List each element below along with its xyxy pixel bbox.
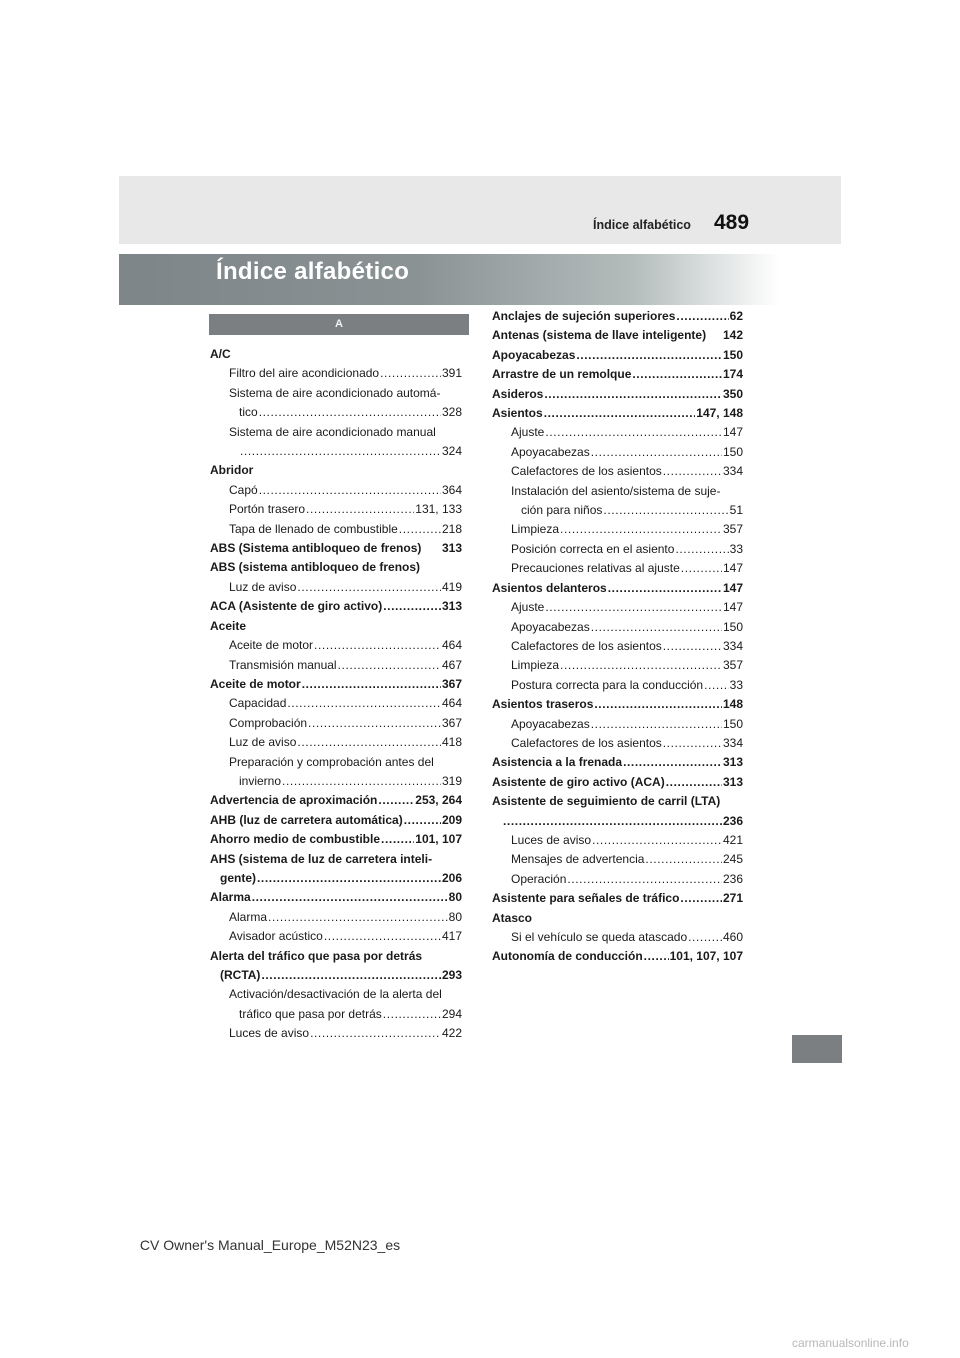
index-entry-label: Apoyacabezas — [492, 347, 576, 362]
index-entry — [210, 345, 462, 364]
index-entry-page: 147 — [722, 600, 743, 615]
index-entry-label: Asistencia a la frenada — [492, 755, 623, 770]
index-entry — [210, 1024, 462, 1043]
index-entry — [492, 598, 743, 617]
index-entry — [210, 714, 462, 733]
index-entry-label: Tapa de llenado de combustible — [229, 521, 398, 536]
dot-leader — [306, 500, 414, 519]
index-entry-page: 209 — [441, 812, 462, 827]
index-entry-label: Transmisión manual — [229, 657, 337, 672]
index-entry — [492, 870, 743, 889]
index-entry-page: 62 — [729, 309, 743, 323]
index-entry-page: 147, 148 — [696, 406, 743, 421]
index-entry-label: Anclajes de sujeción superiores — [492, 309, 676, 323]
dot-leader — [632, 365, 722, 384]
index-entry-page: 80 — [448, 890, 462, 905]
index-entry-label: Filtro del aire acondicionado — [229, 366, 380, 381]
index-entry-page: 245 — [722, 852, 743, 867]
index-entry — [492, 637, 743, 656]
index-entry — [210, 500, 462, 519]
index-entry — [210, 791, 462, 810]
index-entry-page: 150 — [722, 619, 743, 634]
index-entry — [210, 539, 462, 558]
index-entry-label: Antenas (sistema de llave inteligente) — [492, 328, 707, 343]
index-entry — [492, 947, 743, 966]
dot-leader — [681, 559, 722, 578]
dot-leader — [302, 675, 441, 694]
dot-leader — [663, 734, 722, 753]
index-entry — [492, 734, 743, 753]
index-entry-label: Limpieza — [511, 658, 560, 673]
index-entry-page: 294 — [441, 1006, 462, 1021]
index-entry — [492, 812, 743, 831]
index-entry — [492, 909, 743, 928]
index-entry-label: ACA (Asistente de giro activo) — [210, 599, 383, 614]
dot-leader — [259, 481, 441, 500]
index-entry-label: ción para niños — [521, 503, 603, 518]
index-entry-label: Portón trasero — [229, 502, 306, 517]
index-entry-label: A/C — [210, 347, 231, 361]
index-entry-page: 150 — [722, 347, 743, 362]
index-entry-page: 357 — [722, 522, 743, 537]
index-entry-label: Capacidad — [229, 696, 287, 711]
index-entry-label: AHB (luz de carretera automática) — [210, 812, 403, 827]
index-entry-page: 421 — [722, 832, 743, 847]
index-entry — [492, 579, 743, 598]
index-column-left — [210, 345, 462, 1044]
index-entry-page: 460 — [722, 930, 743, 944]
index-entry — [210, 850, 462, 869]
index-entry — [492, 385, 743, 404]
index-entry-label: tico — [239, 405, 258, 420]
index-entry — [210, 520, 462, 539]
index-entry-label: Atasco — [492, 910, 533, 925]
index-entry — [210, 947, 462, 966]
index-entry-page: 350 — [722, 386, 743, 401]
index-entry-page: 334 — [722, 638, 743, 653]
dot-leader — [676, 307, 728, 326]
dot-leader — [380, 364, 441, 383]
index-entry-page: 33 — [729, 677, 743, 692]
dot-leader — [324, 927, 441, 946]
dot-leader — [704, 676, 729, 695]
index-entry-label: Autonomía de conducción — [492, 949, 643, 964]
index-entry — [492, 326, 743, 345]
index-entry-label: Ahorro medio de combustible — [210, 832, 381, 847]
index-entry — [492, 656, 743, 675]
index-entry — [210, 869, 462, 888]
dot-leader — [378, 791, 414, 810]
dot-leader — [252, 888, 448, 907]
index-entry — [492, 889, 743, 908]
index-entry-page: 147 — [722, 580, 743, 595]
dot-leader — [545, 598, 722, 617]
dot-leader — [663, 637, 722, 656]
dot-leader — [338, 656, 441, 675]
dot-leader — [592, 831, 722, 850]
index-entry-label: Postura correcta para la conducción — [511, 677, 704, 692]
index-entry-page: 418 — [441, 735, 462, 750]
index-entry-label: Asientos — [492, 406, 543, 421]
index-entry — [210, 733, 462, 752]
index-entry-label: Asistente de seguimiento de carril (LTA) — [492, 794, 721, 809]
index-entry — [492, 695, 743, 714]
index-entry-page: 150 — [722, 444, 743, 459]
index-entry — [210, 636, 462, 655]
index-entry-label: ABS (sistema antibloqueo de frenos) — [210, 560, 421, 575]
dot-leader — [680, 889, 722, 908]
index-entry — [492, 792, 743, 811]
index-entry-label: Alarma — [229, 909, 268, 924]
index-entry — [492, 520, 743, 539]
dot-leader — [594, 695, 722, 714]
index-entry — [492, 462, 743, 481]
index-entry — [210, 1005, 462, 1024]
index-entry-page: 150 — [722, 716, 743, 731]
dot-leader — [576, 346, 722, 365]
dot-leader — [608, 579, 722, 598]
index-entry-label: Sistema de aire acondicionado manual — [229, 424, 436, 439]
dot-leader — [560, 656, 722, 675]
chapter-thumb-tab — [792, 1035, 842, 1063]
index-entry-label: Precauciones relativas al ajuste — [511, 561, 680, 576]
index-entry-label: Abridor — [210, 463, 254, 478]
index-entry-page: 367 — [441, 676, 462, 691]
dot-leader — [675, 540, 728, 559]
index-entry — [210, 461, 462, 480]
index-entry — [492, 831, 743, 850]
index-entry-label: Apoyacabezas — [511, 444, 590, 459]
footer — [0, 1237, 960, 1253]
index-entry-label: Apoyacabezas — [511, 619, 590, 634]
dot-leader — [383, 597, 441, 616]
index-entry-label: (RCTA) — [220, 968, 261, 982]
dot-leader — [404, 811, 441, 830]
index-entry — [210, 442, 462, 461]
index-entry-label: Luces de aviso — [229, 1026, 310, 1041]
index-entry-label: Comprobación — [229, 715, 308, 730]
index-entry-label: Avisador acústico — [229, 929, 323, 944]
dot-leader — [381, 830, 414, 849]
index-entry-page: 417 — [441, 929, 462, 944]
dot-leader — [544, 404, 696, 423]
index-entry — [492, 482, 743, 501]
index-entry-label: Ajuste — [511, 425, 545, 440]
dot-leader — [544, 385, 722, 404]
index-entry — [492, 307, 743, 326]
dot-leader — [268, 908, 448, 927]
dot-leader — [560, 520, 722, 539]
index-entry-page: 218 — [441, 521, 462, 536]
index-entry-label: Mensajes de advertencia — [511, 852, 645, 867]
index-entry-label: Advertencia de aproximación — [210, 793, 378, 808]
dot-leader — [666, 773, 722, 792]
index-entry — [492, 540, 743, 559]
index-entry-page: 334 — [722, 464, 743, 479]
index-entry-page: 142 — [722, 328, 743, 343]
dot-leader — [644, 947, 669, 966]
index-entry — [492, 423, 743, 442]
index-entry-label: Calefactores de los asientos — [511, 735, 662, 750]
dot-leader — [623, 753, 722, 772]
index-entry-label: Asistente de giro activo (ACA) — [492, 774, 665, 789]
index-entry — [210, 364, 462, 383]
index-entry-page: 464 — [441, 696, 462, 711]
index-entry-page: 367 — [441, 715, 462, 730]
dot-leader — [287, 694, 441, 713]
index-entry-label: Limpieza — [511, 522, 560, 537]
index-entry-page: 174 — [722, 367, 743, 382]
index-entry-page: 467 — [441, 657, 462, 672]
index-entry-page: 236 — [722, 871, 743, 886]
dot-leader — [663, 462, 722, 481]
index-entry — [210, 888, 462, 907]
index-entry-page: 51 — [729, 503, 743, 518]
dot-leader — [383, 1005, 441, 1024]
dot-leader — [503, 812, 722, 831]
index-entry — [210, 966, 462, 985]
index-entry-label: Luces de aviso — [511, 832, 592, 847]
index-entry-label: Posición correcta en el asiento — [511, 541, 675, 556]
dot-leader — [308, 714, 441, 733]
index-entry-label: Calefactores de los asientos — [511, 638, 662, 653]
dot-leader — [297, 578, 441, 597]
index-entry — [492, 618, 743, 637]
index-entry — [210, 656, 462, 675]
index-entry-page: 101, 107, 107 — [669, 949, 743, 964]
index-entry-page: 313 — [722, 774, 743, 789]
index-entry-label: Alerta del tráfico que pasa por detrás — [210, 948, 423, 963]
index-entry-page: 101, 107 — [415, 832, 462, 847]
index-entry-label: Aceite de motor — [229, 638, 314, 653]
index-entry-label: Activación/desactivación de la alerta del — [229, 987, 442, 1002]
index-entry-label: ABS (Sistema antibloqueo de frenos) — [210, 541, 422, 556]
dot-leader — [645, 850, 722, 869]
index-entry-page: 422 — [441, 1026, 462, 1041]
index-entry — [210, 830, 462, 849]
index-entry — [492, 715, 743, 734]
index-entry-label: Si el vehículo se queda atascado — [511, 930, 688, 944]
index-entry — [210, 753, 462, 772]
index-entry-label: Luz de aviso — [229, 735, 297, 750]
index-entry — [210, 423, 462, 442]
index-entry-page: 313 — [722, 755, 743, 770]
index-entry-page: 324 — [441, 444, 462, 459]
dot-leader — [257, 869, 441, 888]
index-entry-label: invierno — [239, 773, 282, 788]
index-entry-page: 313 — [441, 599, 462, 614]
index-entry-page: 131, 133 — [415, 502, 462, 517]
index-entry — [492, 773, 743, 792]
dot-leader — [310, 1024, 441, 1043]
index-entry-page: 319 — [441, 773, 462, 788]
index-entry — [492, 346, 743, 365]
index-entry-label: Asideros — [492, 386, 544, 401]
dot-leader — [603, 501, 728, 520]
index-entry-label: Alarma — [210, 890, 251, 905]
index-entry-page: 357 — [722, 658, 743, 673]
index-entry — [210, 578, 462, 597]
page-number: 489 — [714, 211, 750, 234]
index-entry — [210, 403, 462, 422]
index-entry-page: 364 — [441, 482, 462, 497]
index-entry-label: Operación — [511, 871, 567, 886]
index-entry-page: 206 — [441, 870, 462, 885]
index-entry-page: 147 — [722, 561, 743, 576]
index-entry — [492, 676, 743, 695]
index-entry — [210, 927, 462, 946]
index-entry-page: 80 — [448, 909, 462, 924]
index-entry — [210, 597, 462, 616]
index-entry-page: 236 — [722, 813, 743, 828]
dot-leader — [545, 423, 722, 442]
index-entry-label: Ajuste — [511, 600, 545, 615]
index-entry-page: 148 — [722, 697, 743, 712]
index-entry — [492, 928, 743, 947]
index-entry — [492, 850, 743, 869]
index-entry-page: 334 — [722, 735, 743, 750]
letter-heading: A — [209, 314, 469, 335]
index-entry-label: AHS (sistema de luz de carretera inteli- — [210, 851, 433, 866]
index-entry-page: 328 — [441, 405, 462, 420]
index-entry — [210, 675, 462, 694]
watermark: carmanualsonline.info — [792, 1336, 909, 1350]
index-entry — [210, 481, 462, 500]
dot-leader — [240, 442, 441, 461]
index-entry-label: Sistema de aire acondicionado automá- — [229, 385, 441, 400]
index-entry — [210, 811, 462, 830]
index-entry — [210, 694, 462, 713]
index-entry — [492, 753, 743, 772]
dot-leader — [567, 870, 722, 889]
dot-leader — [688, 928, 722, 947]
index-entry-label: Asientos delanteros — [492, 580, 607, 595]
index-entry — [492, 443, 743, 462]
index-entry-page: 391 — [441, 366, 462, 381]
index-entry-label: gente) — [220, 870, 256, 885]
dot-leader — [314, 636, 441, 655]
index-entry — [210, 617, 462, 636]
page-title: Índice alfabético — [216, 258, 410, 285]
index-entry-page: 464 — [441, 638, 462, 653]
index-entry-label: Capó — [229, 482, 258, 497]
index-entry-label: Arrastre de un remolque — [492, 367, 632, 382]
index-entry-page: 293 — [441, 968, 462, 982]
footer-text: CV Owner's Manual_Europe_M52N23_es — [139, 1237, 401, 1253]
dot-leader — [259, 403, 441, 422]
dot-leader — [282, 772, 441, 791]
index-entry — [492, 559, 743, 578]
dot-leader — [591, 618, 722, 637]
index-entry — [210, 558, 462, 577]
index-entry-page: 313 — [441, 541, 462, 556]
index-entry — [210, 908, 462, 927]
index-entry-page: 33 — [729, 541, 743, 556]
index-entry-label: Preparación y comprobación antes del — [229, 754, 434, 769]
dot-leader — [399, 520, 441, 539]
index-entry-page: 419 — [441, 579, 462, 594]
index-entry-label: Calefactores de los asientos — [511, 464, 662, 479]
index-entry — [492, 501, 743, 520]
index-entry-label: tráfico que pasa por detrás — [239, 1006, 382, 1021]
index-entry — [210, 772, 462, 791]
dot-leader — [591, 715, 722, 734]
index-entry — [210, 384, 462, 403]
index-entry-label: Apoyacabezas — [511, 716, 590, 731]
dot-leader — [261, 966, 441, 985]
index-entry-label: Aceite de motor — [210, 676, 301, 691]
index-entry-label: Aceite — [210, 618, 247, 633]
index-entry-label: Instalación del asiento/sistema de suje- — [511, 483, 721, 498]
index-entry — [492, 365, 743, 384]
dot-leader — [297, 733, 441, 752]
index-entry-label: Asistente para señales de tráfico — [492, 891, 680, 906]
index-column-right — [492, 307, 743, 967]
index-entry-page: 271 — [722, 891, 743, 906]
index-entry — [210, 985, 462, 1004]
running-header-section: Índice alfabético — [593, 218, 691, 232]
index-entry-label: Asientos traseros — [492, 697, 594, 712]
index-entry — [492, 404, 743, 423]
index-entry-page: 147 — [722, 425, 743, 440]
dot-leader — [591, 443, 722, 462]
index-entry-page: 253, 264 — [415, 793, 462, 808]
index-entry-label: Luz de aviso — [229, 579, 297, 594]
